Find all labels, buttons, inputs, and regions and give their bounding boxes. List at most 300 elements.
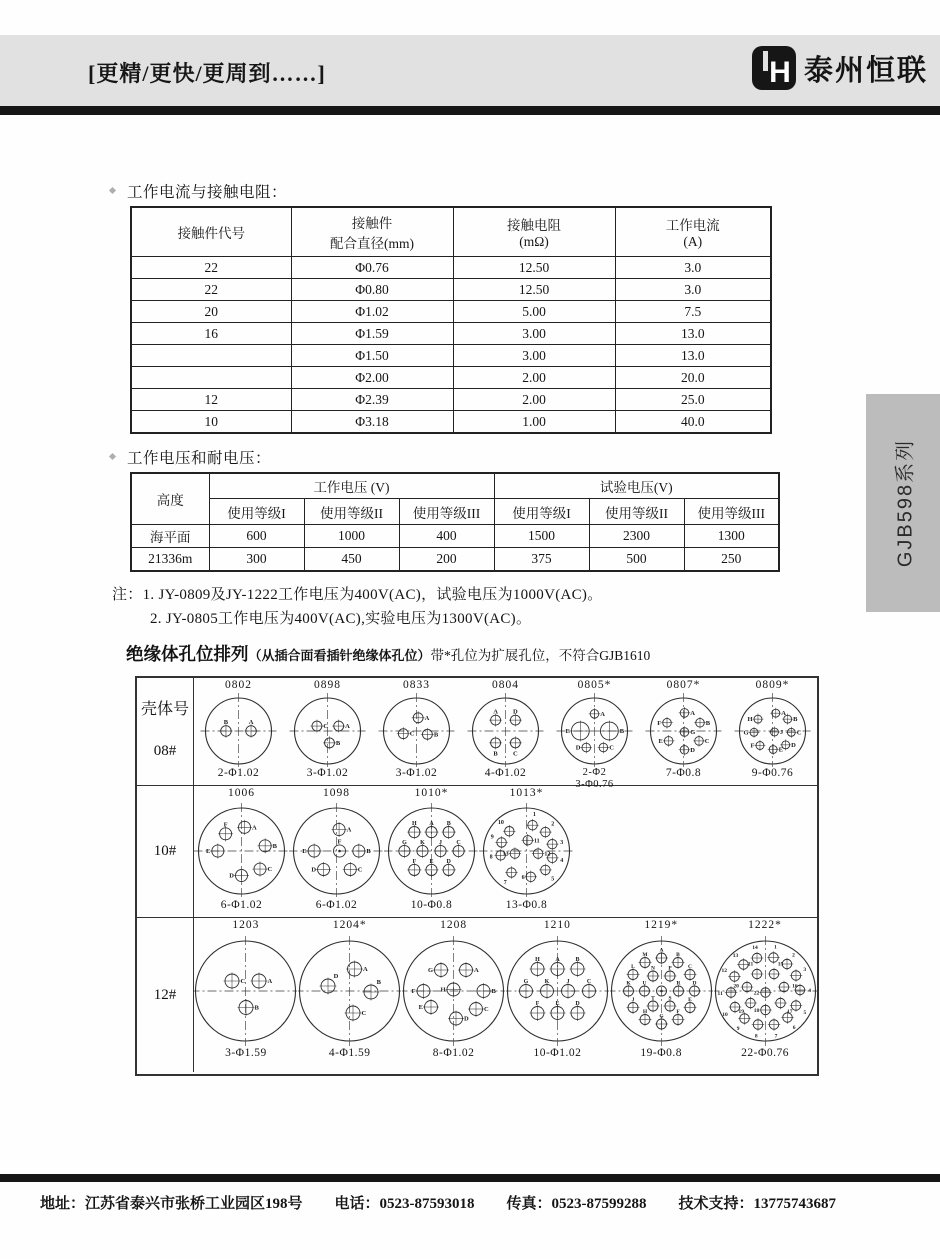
pin <box>529 961 545 977</box>
pin <box>442 863 456 877</box>
divider-bar-top <box>0 106 940 115</box>
connector-area <box>194 786 817 917</box>
pin <box>320 978 337 995</box>
pin <box>224 973 241 990</box>
pin-label: J <box>779 728 784 736</box>
table-cell: 1000 <box>304 525 399 548</box>
pin-label: D <box>311 866 317 874</box>
connector-code: 0809* <box>755 679 790 691</box>
table-header-row <box>131 207 771 257</box>
pin <box>532 847 544 859</box>
pin-label: C <box>704 737 710 745</box>
connector-caption: 8-Φ1.02 <box>432 1047 475 1059</box>
table-cell: 12 <box>131 389 291 411</box>
pin-label: 2 <box>791 952 795 959</box>
pin <box>345 1005 362 1022</box>
connector-face <box>550 693 639 767</box>
series-side-tab <box>866 394 940 612</box>
pin-label: 10 <box>721 1011 728 1018</box>
table-cell: 375 <box>494 548 589 572</box>
connector-caption: 10-Φ0.8 <box>410 899 453 911</box>
pin-label: D <box>513 708 518 716</box>
pin <box>750 968 763 981</box>
pin <box>755 740 766 751</box>
connector-code: 1013* <box>509 787 544 799</box>
pin <box>740 981 753 994</box>
pin <box>332 822 347 837</box>
pin-label: N <box>650 965 655 972</box>
connector-face <box>289 801 384 899</box>
pin-label: 4 <box>807 987 811 994</box>
table-cell: Φ1.50 <box>291 345 453 367</box>
pin-label: 19 <box>738 1009 744 1016</box>
section-title-current: 工作电流与接触电阻： <box>127 184 288 201</box>
pin-label: U <box>642 980 647 987</box>
pin-label: B <box>493 750 498 758</box>
table-cell: 16 <box>131 323 291 345</box>
pin-label: D <box>333 973 339 980</box>
table-cell: 1.00 <box>453 411 615 434</box>
table-cell: 13.0 <box>615 323 771 345</box>
pin-label: C <box>357 866 363 874</box>
pin-label: F <box>535 1001 540 1007</box>
pin <box>252 862 267 877</box>
table-cell: 20 <box>131 301 291 323</box>
pin-label: H <box>535 957 540 963</box>
pin-label: B <box>793 716 798 724</box>
connector-face <box>194 933 297 1047</box>
pin <box>458 962 474 978</box>
pin-label: M <box>642 952 648 958</box>
connector-face <box>194 693 283 767</box>
pin-label: B <box>619 728 625 735</box>
pin-label: D <box>229 872 234 880</box>
pin <box>238 999 255 1016</box>
table-cell: 1500 <box>494 525 589 548</box>
pin-label: C <box>361 1010 367 1017</box>
table-cell: 200 <box>399 548 494 572</box>
pin-label: D <box>464 1015 469 1023</box>
pin-label: D <box>791 741 796 749</box>
connector-code: 1010* <box>414 787 449 799</box>
pin-label: 7 <box>774 1033 777 1040</box>
pin <box>759 1004 772 1017</box>
pin <box>774 997 787 1010</box>
voltage-table <box>130 472 780 572</box>
pin <box>244 724 258 738</box>
table-cell: 3.0 <box>615 257 771 279</box>
pin-label: K <box>420 839 425 846</box>
pin-label: 3 <box>560 839 564 846</box>
pin <box>363 984 380 1001</box>
connector-caption: 3-Φ0.76 <box>575 778 614 790</box>
connector-code: 0807* <box>666 679 701 691</box>
pin-label: 18 <box>753 1008 759 1014</box>
column-subheader: 使用等级II <box>304 499 399 525</box>
pin-label: D <box>692 980 697 987</box>
connector-code: 1210 <box>543 919 571 931</box>
footer-item: 技术支持：13775743687 <box>678 1196 837 1212</box>
pin-label: 9 <box>490 834 494 841</box>
connector-0833 <box>372 678 461 780</box>
pin <box>786 727 797 738</box>
pin-label: A <box>659 947 664 954</box>
pin <box>307 843 322 858</box>
table-cell: 3.00 <box>453 345 615 367</box>
pin-label: E <box>302 848 307 855</box>
table-cell: 500 <box>589 548 684 572</box>
connector-code: 0833 <box>403 679 430 691</box>
shell-row <box>137 785 817 917</box>
section-bullet-icon <box>109 453 116 460</box>
pin <box>518 983 534 999</box>
column-header: 工作电流 (A) <box>615 207 771 257</box>
pin <box>546 838 558 850</box>
table-cell: Φ1.02 <box>291 301 453 323</box>
table-cell: 3.0 <box>615 279 771 301</box>
column-header: 接触电阻 (mΩ) <box>453 207 615 257</box>
pin-label: C <box>409 730 415 738</box>
table-cell: 250 <box>684 548 779 572</box>
pin <box>468 1001 484 1017</box>
pin <box>663 735 675 747</box>
pin <box>598 742 610 754</box>
pin <box>679 744 691 756</box>
pin <box>476 983 492 999</box>
section-bullet-icon <box>109 187 116 194</box>
pin <box>219 724 233 738</box>
pin-label: 10 <box>497 820 504 827</box>
connector-0805 <box>550 678 639 791</box>
connector-code: 0802 <box>225 679 252 691</box>
pin-label: K <box>544 979 550 985</box>
shell-label: 08# <box>153 743 177 759</box>
pin <box>448 1011 464 1027</box>
pin <box>728 970 741 983</box>
footer-item: 电话：0523-87593018 <box>334 1196 475 1212</box>
pin <box>529 1005 545 1021</box>
table-cell: 5.00 <box>453 301 615 323</box>
section-title-voltage: 工作电压和耐电压： <box>127 450 272 467</box>
table-cell: 7.5 <box>615 301 771 323</box>
table-cell: 12.50 <box>453 257 615 279</box>
pin-label: D <box>446 858 451 865</box>
connector-1006 <box>194 786 289 912</box>
note-line-2: 2. JY-0805工作电压为400V(AC),实验电压为1300V(AC)。 <box>150 611 532 627</box>
pin <box>509 847 521 859</box>
pin <box>397 844 411 858</box>
section-title-insulator <box>126 641 650 666</box>
connector-1210 <box>505 918 609 1060</box>
footer-item: 传真：0523-87599288 <box>506 1196 647 1212</box>
table-cell <box>131 345 291 367</box>
connector-face <box>479 801 574 899</box>
pin-label: E <box>687 997 692 1003</box>
pin-label: C <box>586 979 592 985</box>
table-row <box>131 301 771 323</box>
pin-label: 1 <box>773 944 777 951</box>
pin <box>234 868 249 883</box>
shell-label: 10# <box>153 843 177 859</box>
pin <box>599 721 620 742</box>
pin-label: 15 <box>777 961 783 968</box>
column-header: 接触件 配合直径(mm) <box>291 207 453 257</box>
pin-label: A <box>345 723 350 731</box>
pin-label: F <box>412 858 417 865</box>
pin-label: J <box>566 979 570 985</box>
pin <box>415 844 429 858</box>
connector-0802 <box>194 678 283 780</box>
connector-face <box>402 933 505 1047</box>
pin <box>679 707 691 719</box>
column-subheader: 使用等级I <box>494 499 589 525</box>
connector-face <box>610 933 713 1047</box>
pin-label: F <box>750 742 755 750</box>
table-cell: 海平面 <box>131 525 209 548</box>
pin <box>679 726 691 738</box>
pin-label: B <box>433 731 439 739</box>
pin-label: E <box>778 746 783 754</box>
pin-label: S <box>668 995 672 1002</box>
pin-label: E <box>565 728 570 735</box>
connector-code: 1203 <box>232 919 260 931</box>
pin <box>526 819 538 831</box>
pin-label: B <box>223 719 229 727</box>
table-cell: 600 <box>209 525 304 548</box>
pin <box>770 708 781 719</box>
pin-label: B <box>446 820 451 827</box>
pin-label: 17 <box>786 1009 792 1016</box>
pin <box>589 708 601 720</box>
pin <box>407 863 421 877</box>
pin <box>433 844 447 858</box>
column-subheader: 使用等级III <box>684 499 779 525</box>
pin-label: J <box>439 839 443 846</box>
pin-label: J <box>631 997 635 1003</box>
pin <box>693 735 705 747</box>
pin <box>495 836 507 848</box>
pin-label: 20 <box>732 983 739 990</box>
pin <box>539 983 555 999</box>
connector-area <box>194 678 817 790</box>
connector-caption: 10-Φ1.02 <box>533 1047 582 1059</box>
pin <box>539 826 551 838</box>
pin <box>452 844 466 858</box>
connector-face <box>283 693 372 767</box>
pin-label: E <box>429 858 434 865</box>
table-row <box>131 279 771 301</box>
insulator-subtitle: （从插合面看插针绝缘体孔位） <box>248 648 431 663</box>
pin <box>351 843 366 858</box>
pin <box>694 717 706 729</box>
pin-label: B <box>254 1004 260 1012</box>
pin <box>397 727 410 740</box>
table-row <box>131 323 771 345</box>
pin-label: 22 <box>753 990 759 997</box>
column-header: 高度 <box>131 473 209 525</box>
pin-label: A <box>252 824 257 832</box>
pin <box>310 720 323 733</box>
pin-label: 6 <box>792 1024 796 1031</box>
pin <box>751 1018 764 1031</box>
pin <box>767 968 780 981</box>
connector-caption: 13-Φ0.8 <box>505 899 548 911</box>
pin-label: K <box>626 980 631 987</box>
pin-label: F <box>337 838 342 846</box>
pin-label: H <box>411 820 417 827</box>
pin <box>767 1018 780 1031</box>
group-header: 试验电压(V) <box>494 473 779 499</box>
connector-face <box>714 933 817 1047</box>
corner-label: 壳体号 <box>140 701 189 718</box>
pin-label: 13 <box>732 953 738 960</box>
pin <box>777 981 790 994</box>
connector-1010 <box>384 786 479 912</box>
brand-logo-icon <box>751 45 797 91</box>
connector-1222 <box>713 918 817 1060</box>
connector-caption: 6-Φ1.02 <box>315 899 358 911</box>
connector-face <box>728 693 817 767</box>
pin-label: B <box>575 957 580 963</box>
connector-face <box>194 801 289 899</box>
connector-code: 1204* <box>332 919 367 931</box>
pin <box>433 962 449 978</box>
pin-label: 11 <box>534 838 540 845</box>
pin <box>423 999 439 1015</box>
pin-label: 8 <box>489 854 493 861</box>
pin <box>570 721 591 742</box>
shell-cell <box>137 786 194 917</box>
connector-code: 0898 <box>314 679 341 691</box>
pin-label: 5 <box>802 1010 806 1017</box>
pin-label: H <box>747 716 753 724</box>
pin <box>768 744 779 755</box>
table-cell: 2300 <box>589 525 684 548</box>
table-subheader-row <box>131 499 779 525</box>
svg-text:H: H <box>769 56 791 89</box>
table-cell: 12.50 <box>453 279 615 301</box>
column-header: 接触件代号 <box>131 207 291 257</box>
pin-label: H <box>642 1009 647 1015</box>
pin-label: 14 <box>751 945 758 952</box>
table-cell: Φ0.76 <box>291 257 453 279</box>
shell-row <box>137 917 817 1072</box>
pin <box>749 727 760 738</box>
pin-label: B <box>491 988 496 995</box>
footer-item: 地址：江苏省泰兴市张桥工业园区198号 <box>40 1196 303 1212</box>
connector-caption: 9-Φ0.76 <box>751 767 794 779</box>
connector-code: 1219* <box>644 919 679 931</box>
connector-0807 <box>639 678 728 780</box>
table-header-row <box>131 473 779 499</box>
connector-code: 0805* <box>577 679 612 691</box>
insulator-hole-table <box>135 676 819 1076</box>
pin-label: L <box>630 964 635 970</box>
pin-label: B <box>705 719 711 727</box>
table-cell: 10 <box>131 411 291 434</box>
pin-label: G <box>659 1013 664 1020</box>
insulator-title: 绝缘体孔位排列 <box>126 644 249 664</box>
connector-caption: 22-Φ0.76 <box>741 1047 789 1059</box>
pin-label: B <box>675 952 680 958</box>
table-cell: 2.00 <box>453 367 615 389</box>
header-band <box>0 35 940 106</box>
pin-label: A <box>493 708 498 716</box>
group-header: 工作电压 (V) <box>209 473 494 499</box>
table-cell <box>131 367 291 389</box>
table-cell: 300 <box>209 548 304 572</box>
pin <box>509 736 522 749</box>
pin-label: F <box>223 821 228 829</box>
connector-caption: 3-Φ1.59 <box>225 1047 267 1059</box>
pin-label: A <box>424 714 430 722</box>
table-row <box>131 525 779 548</box>
table-cell: Φ0.80 <box>291 279 453 301</box>
connector-caption: 19-Φ0.8 <box>640 1047 683 1059</box>
connector-face <box>384 801 479 899</box>
connector-0809 <box>728 678 817 780</box>
pin <box>424 863 438 877</box>
pin <box>416 983 432 999</box>
pin-label: F <box>657 719 662 727</box>
table-cell: 13.0 <box>615 345 771 367</box>
pin-label: 13 <box>502 851 509 858</box>
pin-label: G <box>690 728 696 736</box>
pin-label: 12 <box>544 851 551 858</box>
connector-caption: 7-Φ0.8 <box>665 767 702 779</box>
pin <box>549 1005 565 1021</box>
connector-face <box>298 933 401 1047</box>
table-row <box>131 411 771 434</box>
pin-label: A <box>363 966 368 973</box>
divider-bar-bottom <box>0 1174 940 1182</box>
table-cell: 3.00 <box>453 323 615 345</box>
pin-label: C <box>609 744 614 752</box>
connector-caption: 4-Φ1.59 <box>328 1047 371 1059</box>
table-cell: Φ3.18 <box>291 411 453 434</box>
connector-caption: 4-Φ1.02 <box>484 767 527 779</box>
pin-label: C <box>513 750 518 758</box>
pin-label: 16 <box>791 983 798 990</box>
pin-label: G <box>428 967 434 974</box>
table-cell: 400 <box>399 525 494 548</box>
connector-face <box>372 693 461 767</box>
brand-logo <box>751 45 928 91</box>
table-row <box>131 548 779 572</box>
pin <box>332 720 345 733</box>
table-cell: Φ2.39 <box>291 389 453 411</box>
footer-contact <box>40 1192 920 1213</box>
pin <box>569 1005 585 1021</box>
connector-face <box>506 933 609 1047</box>
connector-1098 <box>289 786 384 912</box>
current-resistance-table <box>130 206 772 434</box>
voltage-table-grid <box>130 472 780 572</box>
connector-code: 0804 <box>492 679 519 691</box>
pin <box>210 843 225 858</box>
pin <box>581 983 597 999</box>
table-cell: 2.00 <box>453 389 615 411</box>
connector-1203 <box>194 918 298 1060</box>
pin <box>569 961 585 977</box>
pin-label: E <box>418 1004 424 1011</box>
table-cell: Φ1.59 <box>291 323 453 345</box>
table-cell: 22 <box>131 279 291 301</box>
pin-label: C <box>240 978 246 985</box>
connector-1208 <box>402 918 506 1060</box>
column-subheader: 使用等级I <box>209 499 304 525</box>
connector-caption: 3-Φ1.02 <box>395 767 438 779</box>
